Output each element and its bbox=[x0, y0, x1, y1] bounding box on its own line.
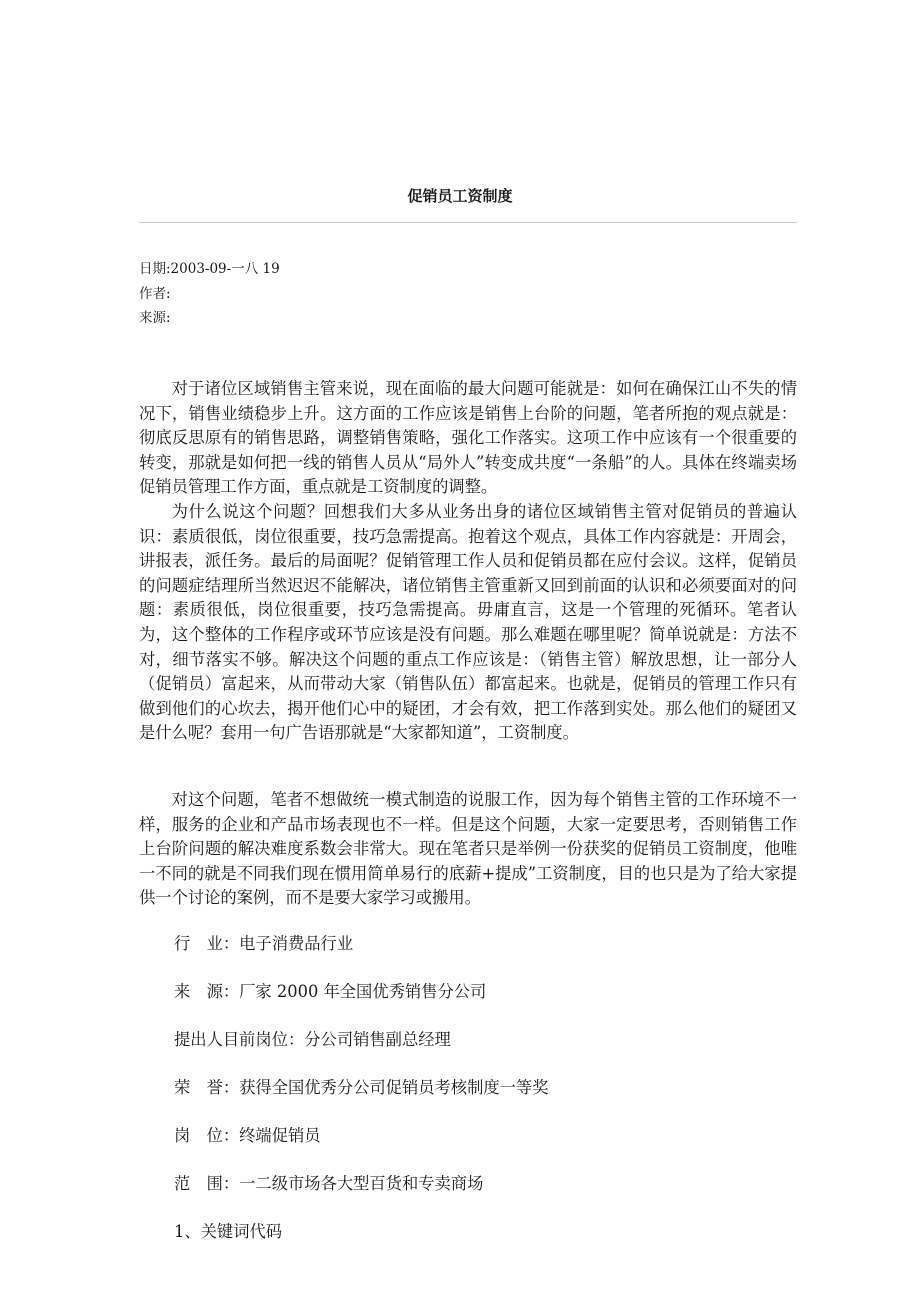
field-honor bbox=[174, 1076, 549, 1100]
field-value: 分公司销售副总经理 bbox=[304, 1030, 451, 1049]
field-label: 提出人目前岗位： bbox=[174, 1030, 305, 1049]
field-scope bbox=[174, 1172, 483, 1196]
field-value: 获得全国优秀分公司促销员考核制度一等奖 bbox=[239, 1078, 549, 1097]
field-proposer-position bbox=[174, 1028, 451, 1052]
field-label: 岗 位： bbox=[174, 1126, 240, 1145]
field-label: 范 围： bbox=[174, 1174, 240, 1193]
section-heading: 1、关键词代码 bbox=[174, 1222, 283, 1241]
field-value: 电子消费品行业 bbox=[239, 934, 354, 953]
paragraph-2: 为什么说这个问题？回想我们大多从业务出身的诸位区域销售主管对促销员的普遍认识：素质很低，岗位很重要，技巧急需提高。抱着这个观点，具体工作内容就是：开周会，讲报表，派任务。最后的局面呢？促销管理工作人员和促销员都在应付会议。这样，促销员的问题症结理所当然迟迟不能解决，诸位销售主管重新又回到前面的认识和必须要面对的问题：素质很低，岗位很重要，技巧急需提高。毋庸直言，这是一个管理的死循环。笔者认为，这个整体的工作程序或环节应该是没有问题。那么难题在哪里呢？简单说就是：方法不对，细节落实不够。解决这个问题的重点工作应该是：（销售主管）解放思想，让一部分人（促销员）富起来，从而带动大家（销售队伍）都富起来。也就是，促销员的管理工作只有做到他们的心坎去，揭开他们心中的疑团，才会有效，把工作落到实处。那么他们的疑团又是什么呢？套用一句广告语那就是“大家都知道”，工资制度。 bbox=[139, 501, 797, 743]
field-label: 荣 誉： bbox=[174, 1078, 240, 1097]
paragraph-3: 对这个问题，笔者不想做统一模式制造的说服工作，因为每个销售主管的工作环境不一样，服务的企业和产品市场表现也不一样。但是这个问题，大家一定要思考，否则销售工作上台阶问题的解决难度系数会非常大。现在笔者只是举例一份获奖的促销员工资制度，他唯一不同的就是不同我们现在惯用简单易行的底薪+提成”工资制度，目的也只是为了给大家提供一个讨论的案例，而不是要大家学习或搬用。 bbox=[139, 790, 797, 908]
body-text-2 bbox=[139, 788, 797, 911]
meta-author: 作者: bbox=[139, 286, 171, 302]
title-divider bbox=[139, 222, 797, 223]
meta-source: 来源: bbox=[139, 310, 171, 326]
field-label: 行 业： bbox=[174, 934, 240, 953]
field-label: 来 源： bbox=[174, 982, 240, 1001]
field-position bbox=[174, 1124, 321, 1148]
paragraph-1: 对于诸位区域销售主管来说，现在面临的最大问题可能就是：如何在确保江山不失的情况下，销售业绩稳步上升。这方面的工作应该是销售上台阶的问题，笔者所抱的观点就是：彻底反思原有的销售思路，调整销售策略，强化工作落实。这项工作中应该有一个很重要的转变，那就是如何把一线的销售人员从“局外人”转变成共度“一条船”的人。具体在终端卖场促销员管理工作方面，重点就是工资制度的调整。 bbox=[139, 379, 797, 497]
meta-date: 日期:2003-09-一八 19 bbox=[139, 261, 280, 277]
field-industry bbox=[174, 932, 353, 956]
field-value: 一二级市场各大型百货和专卖商场 bbox=[239, 1174, 484, 1193]
field-value: 厂家 2000 年全国优秀销售分公司 bbox=[239, 982, 487, 1001]
field-value: 终端促销员 bbox=[239, 1126, 321, 1145]
field-source bbox=[174, 980, 486, 1004]
body-text bbox=[139, 377, 797, 746]
document-title: 促销员工资制度 bbox=[407, 187, 513, 205]
